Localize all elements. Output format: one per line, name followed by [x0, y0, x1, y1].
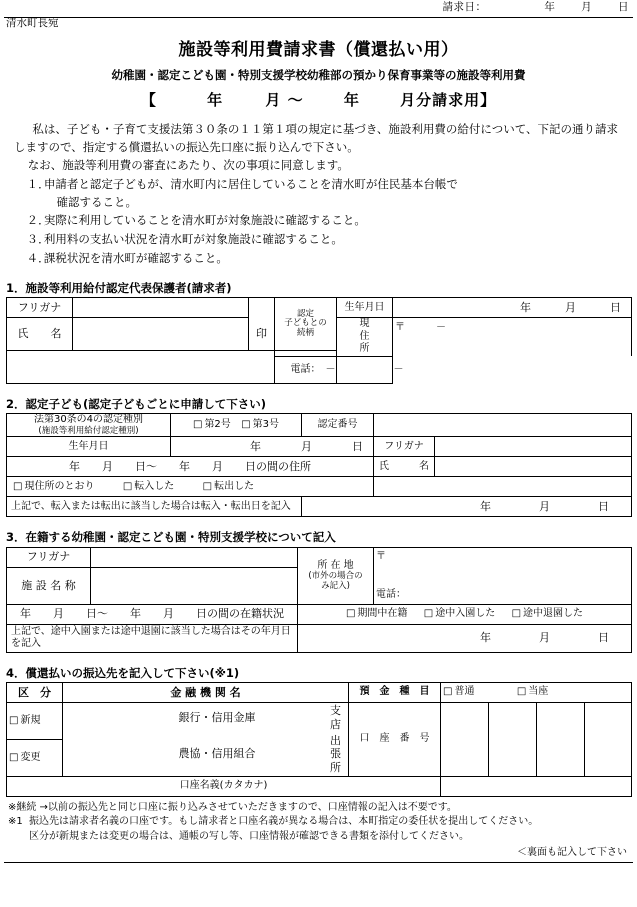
s1-relation-l3: 続柄 — [296, 328, 314, 339]
s1-address-input[interactable] — [393, 318, 632, 357]
note-1 — [8, 815, 629, 844]
checkbox-new[interactable]: □ — [9, 714, 19, 726]
s1-phone-label: 電話： — [290, 363, 321, 375]
checkbox-touza[interactable]: □ — [516, 686, 527, 698]
s1-furigana-label: フリガナ — [7, 298, 73, 318]
request-date-label: 請求日： — [442, 1, 487, 13]
period-month: 月 — [265, 90, 282, 109]
section-3-heading: 3．在籍する幼稚園・認定こども園・特別支援学校について記入 — [6, 530, 336, 545]
intro-line-1: 私は、子ども・子育て支援法第３０条の１１第１項の規定に基づき、施設利用費の給付について、下記の通り請求しますので、指定する償還払いの振込先口座に振り込んで下さい。 — [14, 122, 618, 155]
consent-item-1-text: 申請者と認定子どもが、清水町内に居住していることを清水町が住民基本台帳で — [43, 176, 458, 191]
s3-location-l1: 所 在 地 — [317, 559, 354, 571]
checkbox-same-address[interactable]: □ — [13, 480, 23, 492]
s2-note-month: 月 — [539, 500, 550, 514]
consent-item-2-num: ２． — [26, 213, 50, 228]
s2-type-l1: 法第30条の4の認定種別 — [33, 414, 144, 426]
period-tilde: ～ — [287, 90, 304, 109]
checkbox-mid-exit[interactable]: □ — [511, 608, 522, 620]
s4-kind-header: 預 金 種 目 — [349, 683, 441, 703]
s4-account-no-d3[interactable] — [537, 703, 585, 777]
checkbox-moved-out[interactable]: □ — [202, 480, 213, 492]
consent-item-4-text: 課税状況を清水町が確認すること。 — [43, 251, 228, 266]
s3-phone-label: 電話： — [376, 589, 406, 601]
s2-address-period-row: 年 月 日～ 年 月 日の間の住所 — [7, 457, 374, 477]
s2-check-no3-label: 第3号 — [252, 419, 280, 430]
s2-birth-month: 月 — [301, 440, 312, 454]
continue-note: ※継続 →以前の振込先と同じ口座に振り込みさせていただきますので、口座情報の記入は不要です。 — [8, 801, 457, 813]
s2-type-checks[interactable] — [171, 414, 302, 437]
s1-phone-input[interactable] — [325, 356, 404, 383]
s1-address-l2: 住 — [359, 330, 370, 342]
s4-account-name-input[interactable] — [441, 776, 632, 796]
s1-birthdate-input[interactable] — [393, 298, 632, 318]
s4-opt-futsu-label: 普通 — [454, 686, 475, 698]
s2-name-cell — [374, 457, 632, 477]
checkbox-no2[interactable]: □ — [192, 419, 203, 430]
s2-name-label: 氏 名 — [374, 457, 435, 476]
s2-note-day: 日 — [598, 500, 609, 514]
s3-opt-mid-out-label: 途中退園した — [523, 608, 584, 620]
s1-birth-year: 年 — [520, 300, 531, 314]
consent-item-1-sub: 確認すること。 — [56, 194, 138, 209]
s4-row1-kubun-label: 新規 — [20, 714, 41, 726]
note-1-mark: ※1 — [8, 816, 23, 828]
s3-note-date-input[interactable] — [298, 624, 632, 652]
s1-phone-dash-1: － — [325, 363, 336, 375]
s1-name-label: 氏 名 — [7, 318, 73, 351]
request-date-year: 年 — [544, 1, 556, 13]
s3-note-row: 上記で、途中入園または途中退園に該当した場合はその年月日を記入 — [7, 624, 298, 652]
s4-account-no-d2[interactable] — [489, 703, 537, 777]
s2-address-options[interactable] — [7, 477, 374, 497]
s3-location-note-1: (市外の場合の — [308, 571, 363, 582]
s4-account-no-d4[interactable] — [585, 703, 632, 777]
s1-zip-mark: 〒 — [395, 322, 405, 334]
consent-item-1-num: １． — [26, 176, 50, 191]
checkbox-change[interactable]: □ — [9, 751, 19, 763]
s2-birthdate-input[interactable] — [171, 437, 374, 457]
s1-birth-day: 日 — [610, 300, 621, 314]
period-open: 【 — [140, 90, 157, 109]
s3-zip-mark: 〒 — [376, 550, 386, 562]
s1-birthdate-label: 生年月日 — [337, 298, 393, 318]
checkbox-enrolled-whole[interactable]: □ — [345, 608, 356, 620]
consent-item-4-num: ４． — [26, 251, 50, 266]
back-side-note: ＜裏面も記入して下さい — [517, 847, 627, 859]
s4-row2-branch-label: 出張所 — [330, 733, 341, 775]
s1-address-label — [337, 318, 393, 357]
s4-bank-header: 金 融 機 関 名 — [63, 683, 349, 703]
s1-relation-label — [275, 298, 337, 351]
section-2-table — [6, 413, 632, 517]
s3-note-month: 月 — [539, 631, 550, 645]
s2-opt-out-label: 転出した — [214, 480, 255, 492]
s3-furigana-label: フリガナ — [7, 547, 91, 567]
section-2-heading: 2．認定子ども(認定子どもごとに申請して下さい) — [6, 396, 267, 411]
period-line — [0, 91, 637, 110]
s2-birthdate-label: 生年月日 — [7, 437, 171, 457]
consent-item-3-num: ３． — [26, 232, 50, 247]
s2-cert-number-input[interactable] — [374, 414, 632, 437]
s3-period-options[interactable] — [298, 604, 632, 624]
s1-seal-mark: 印 — [249, 318, 275, 351]
s2-type-l2: (施設等利用給付認定種別) — [38, 425, 139, 436]
period-month-request: 月分請求用】 — [400, 90, 497, 109]
top-row — [0, 0, 637, 16]
s1-birth-month: 月 — [565, 300, 576, 314]
period-year2: 年 — [343, 90, 360, 109]
consent-item-3-text: 利用料の支払い状況を清水町が対象施設に確認すること。 — [43, 232, 343, 247]
checkbox-no3[interactable]: □ — [241, 419, 251, 430]
s4-row1-bank-label: 銀行・信用金庫 — [178, 711, 256, 725]
addressee: 清水町長宛 — [6, 17, 59, 29]
consent-item-2-text: 実際に利用していることを清水町が対象施設に確認すること。 — [43, 213, 366, 228]
s4-branch-input-2[interactable] — [271, 733, 323, 776]
section-1-table — [6, 297, 632, 384]
s1-address-l1: 現 — [359, 318, 370, 330]
s2-opt-same-label: 現住所のとおり — [24, 480, 95, 492]
s2-name-extra-input[interactable] — [374, 477, 632, 497]
s2-note-date-input[interactable] — [302, 497, 632, 517]
s4-kubun-header: 区 分 — [7, 683, 63, 703]
s2-note-row: 上記で、転入または転出に該当した場合は転入・転出日を記入 — [7, 497, 302, 517]
note-1-text: 振込先は請求者名義の口座です。もし請求者と口座名義が異なる場合は、本町指定の委任状を提出してください。 — [29, 816, 539, 828]
footer-divider — [4, 862, 633, 863]
s4-account-name-label: 口座名義(カタカナ) — [7, 776, 441, 796]
note-1-text-2: 区分が新規または変更の場合は、通帳の写し等、口座情報が確認できる書類を添付してください。 — [29, 830, 469, 842]
s4-kind-options[interactable] — [441, 683, 632, 703]
s1-relation-l1: 認定 — [296, 308, 314, 319]
consent-item-3 — [14, 231, 623, 249]
s4-branch-input[interactable] — [271, 703, 323, 733]
consent-item-4 — [14, 250, 623, 268]
section-4-heading: 4．償還払いの振込先を記入して下さい(※1) — [6, 665, 240, 680]
s1-address-l3: 所 — [359, 343, 370, 355]
s4-bank-input-2[interactable] — [63, 733, 163, 776]
page-title: 施設等利用費請求書（償還払い用） — [178, 40, 459, 60]
s2-opt-in-label: 転入した — [134, 480, 175, 492]
s1-furigana-input[interactable] — [73, 298, 249, 318]
consent-item-1 — [14, 176, 623, 194]
s3-opt-enrolled-label: 期間中在籍 — [357, 608, 408, 620]
consent-item-2 — [14, 212, 623, 230]
page-subtitle: 幼稚園・認定こども園・特別支援学校幼稚部の預かり保育事業等の施設等利用費 — [111, 68, 526, 83]
s4-row1-branch-label: 支店 — [330, 704, 341, 731]
s4-row2-bank-label: 農協・信用組合 — [178, 747, 256, 761]
intro-block — [14, 121, 623, 268]
s4-bank-input[interactable] — [63, 703, 163, 733]
request-date-day: 日 — [618, 1, 629, 13]
s3-location-note-2: み記入) — [321, 581, 350, 592]
checkbox-futsu[interactable]: □ — [443, 686, 453, 698]
s2-note-year: 年 — [480, 500, 491, 514]
s3-facility-name-label: 施 設 名 称 — [7, 567, 91, 604]
s1-name-extra[interactable] — [7, 351, 275, 384]
s3-phone-cell[interactable] — [374, 567, 632, 604]
s1-relation-l2: 子どもとの — [284, 318, 327, 329]
s2-type-label — [7, 414, 171, 437]
s2-furigana-input[interactable] — [435, 437, 632, 456]
s1-phone-dash-2: － — [393, 363, 404, 375]
section-4-table — [6, 682, 632, 797]
s4-account-no-label: 口 座 番 号 — [349, 703, 441, 777]
s3-facility-name-input[interactable] — [91, 567, 298, 604]
s4-account-no-d1[interactable] — [441, 703, 489, 777]
s4-row2-kubun[interactable] — [7, 740, 63, 777]
s3-location-input[interactable] — [374, 547, 632, 567]
s3-period-row: 年 月 日～ 年 月 日の間の在籍状況 — [7, 604, 298, 624]
s2-furigana-cell — [374, 437, 632, 457]
s2-check-no2-label: 第2号 — [204, 419, 231, 430]
s3-furigana-input[interactable] — [91, 547, 298, 567]
s4-opt-touza-label: 当座 — [528, 686, 549, 698]
s2-furigana-label: フリガナ — [374, 437, 435, 456]
s1-name-input[interactable] — [73, 318, 249, 351]
s1-zip-dash: － — [436, 322, 446, 334]
s2-birth-day: 日 — [352, 440, 363, 454]
request-date-line — [442, 1, 629, 14]
section-1-heading: 1．施設等利用給付認定代表保護者(請求者) — [6, 280, 232, 295]
s2-birth-year: 年 — [250, 440, 261, 454]
s4-row2-kubun-label: 変更 — [20, 751, 41, 763]
s2-name-input[interactable] — [435, 457, 632, 476]
footer-notes — [8, 801, 629, 845]
s3-location-label — [298, 547, 374, 604]
s3-opt-mid-in-label: 途中入園した — [435, 608, 496, 620]
s3-note-year: 年 — [480, 631, 491, 645]
s1-seal-spacer — [249, 298, 275, 318]
s4-bank-cell[interactable] — [63, 703, 349, 777]
s4-row1-kubun[interactable] — [7, 703, 63, 740]
checkbox-mid-entry[interactable]: □ — [423, 608, 434, 620]
s3-note-day: 日 — [598, 631, 609, 645]
intro-line-2: なお、施設等利用費の審査にあたり、次の事項に同意します。 — [27, 158, 349, 172]
section-3-table — [6, 547, 632, 653]
s2-cert-number-label: 認定番号 — [302, 414, 374, 437]
request-date-month: 月 — [581, 1, 593, 13]
period-year: 年 — [207, 90, 224, 109]
checkbox-moved-in[interactable]: □ — [122, 480, 133, 492]
